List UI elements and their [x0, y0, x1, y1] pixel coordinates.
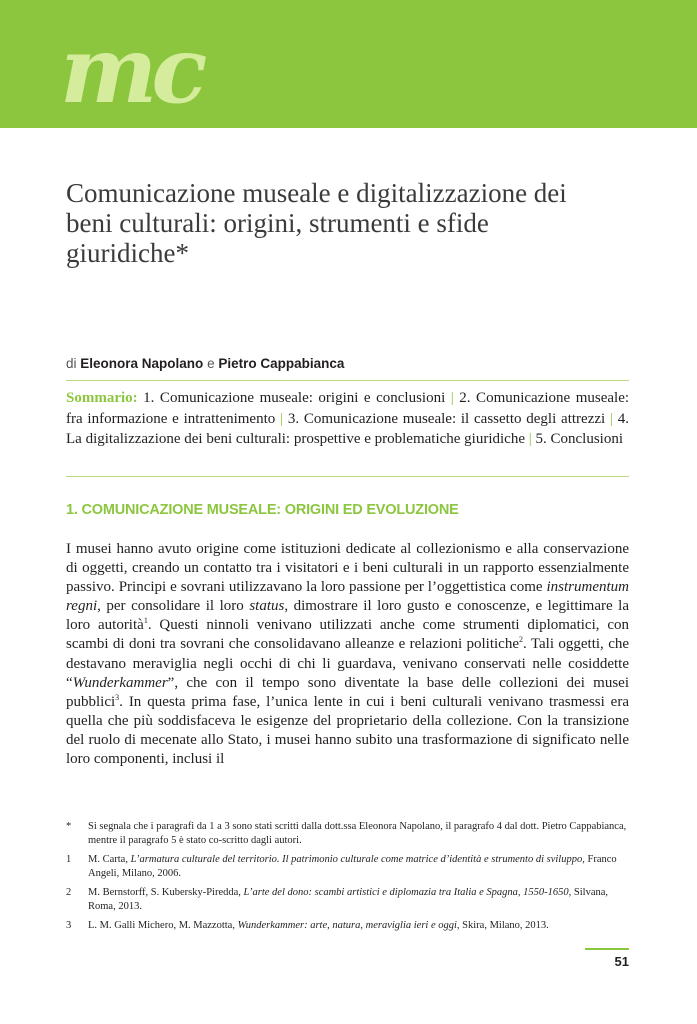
- footnote-ref[interactable]: 3: [115, 692, 120, 702]
- italic-run: Wunderkammer: arte, natura, meraviglia ieri e oggi: [237, 920, 457, 931]
- text-run: , dimostrare il loro gusto e conoscenze, e legittimare la loro autorità: [66, 598, 629, 634]
- footnote-text: Si segnala che i paragrafi da 1 a 3 sono stati scritti dalla dott.ssa Eleonora Napolano, il paragrafo 4 dal dott. Pietro Cappabianca, mentre il paragrafo 5 è stato co-scritto dagli autori.: [88, 821, 627, 846]
- body-text: [66, 540, 629, 769]
- text-run: ”, che con il tempo sono diventate la base delle collezioni dei musei pubblici: [66, 674, 629, 710]
- italic-run: instrumentum regni: [66, 579, 629, 615]
- summary-separator: |: [528, 431, 532, 447]
- page-number: 51: [614, 954, 629, 969]
- footnote-mark: *: [66, 821, 72, 832]
- summary-top-rule: [66, 380, 629, 381]
- text-run: , per consolidare il loro: [97, 598, 250, 615]
- summary-separator: |: [280, 410, 284, 427]
- section-heading: 1. COMUNICAZIONE MUSEALE: ORIGINI ED EVOLUZIONE: [66, 502, 459, 518]
- footnote-item: [66, 886, 629, 914]
- paragraph: [66, 540, 629, 769]
- footnote-item: [66, 919, 629, 933]
- footnote-item: [66, 820, 629, 848]
- summary-item: 2. Comunicazione museale: fra informazione e intrattenimento: [66, 390, 630, 427]
- summary-box: [66, 388, 629, 450]
- header-band: [0, 0, 697, 128]
- text-run: . In questa prima fase, l’unica lente in cui i beni culturali venivano trasmessi era quella che più soddisfaceva le esigenze del proprietario della collezione. Con la transizione del ruolo di mecenate allo Stato, i musei hanno subito una trasformazione di significato nelle loro componenti, inclusi il: [66, 693, 629, 768]
- text-run: I musei hanno avuto origine come istituzioni dedicate al collezionismo e alla conservazione di oggetti, creando un contatto tra i visitatori e i beni culturali in un rapporto essenzialmente passivo. Principi e sovrani utilizzavano la loro passione per l’oggettistica come: [66, 541, 629, 596]
- italic-run: status: [249, 598, 285, 615]
- author-line: [66, 356, 344, 371]
- summary-item: 1. Comunicazione museale: origini e conclusioni: [143, 390, 446, 406]
- text-run: . Questi ninnoli venivano utilizzati anche come strumenti diplomatici, con scambi di doni tra sovrani che consolidavano alleanze e relazioni politiche: [66, 617, 629, 653]
- text-run: , Franco Angeli, Milano, 2006.: [88, 854, 617, 879]
- footnote-mark: 3: [66, 920, 72, 931]
- summary-separator: |: [609, 410, 613, 427]
- journal-logo: mc: [60, 16, 202, 124]
- footnote-mark: 1: [66, 854, 72, 865]
- footnote-mark: 2: [66, 887, 72, 898]
- text-run: L. M. Galli Michero, M. Mazzotta,: [88, 920, 238, 931]
- italic-run: Wunderkammer: [72, 674, 168, 691]
- authors-conjunction: e: [207, 356, 215, 371]
- summary-separator: |: [450, 390, 454, 406]
- text-run: M. Carta,: [88, 854, 131, 865]
- page-number-rule: [585, 948, 629, 950]
- footnotes: [66, 820, 629, 938]
- italic-run: L’arte del dono: scambi artistici e diplomazia tra Italia e Spagna, 1550-1650: [243, 887, 569, 898]
- footnote-text: [88, 853, 629, 881]
- text-run: , Silvana, Roma, 2013.: [88, 887, 609, 912]
- text-run: , Skira, Milano, 2013.: [456, 920, 549, 931]
- author-name: Eleonora Napolano: [80, 356, 204, 371]
- footnote-text: [88, 886, 629, 914]
- italic-run: L’armatura culturale del territorio. Il patrimonio culturale come matrice d’identità e strumento di sviluppo: [130, 854, 583, 865]
- footnote-item: [66, 853, 629, 881]
- footnote-text: [88, 919, 629, 933]
- text-run: M. Bernstorff, S. Kubersky-Piredda,: [88, 887, 244, 898]
- text-run: . Tali oggetti, che destavano meraviglia negli occhi di chi li guardava, venivano conservati nelle cosiddette “: [66, 636, 630, 691]
- summary-item: 5. Conclusioni: [535, 431, 624, 447]
- authors-prefix: di: [66, 356, 77, 371]
- summary-item: 3. Comunicazione museale: il cassetto degli attrezzi: [287, 410, 606, 427]
- author-name: Pietro Cappabianca: [218, 356, 345, 371]
- summary-item: 4. La digitalizzazione dei beni culturali: prospettive e problematiche giuridiche: [66, 410, 629, 447]
- footnote-ref[interactable]: 2: [519, 635, 523, 645]
- summary-bottom-rule: [66, 476, 629, 477]
- summary-label: Sommario:: [66, 390, 138, 406]
- article-title: Comunicazione museale e digitalizzazione dei beni culturali: origini, strumenti e sfide giuridiche*: [66, 178, 567, 268]
- footnote-ref[interactable]: 1: [143, 616, 148, 626]
